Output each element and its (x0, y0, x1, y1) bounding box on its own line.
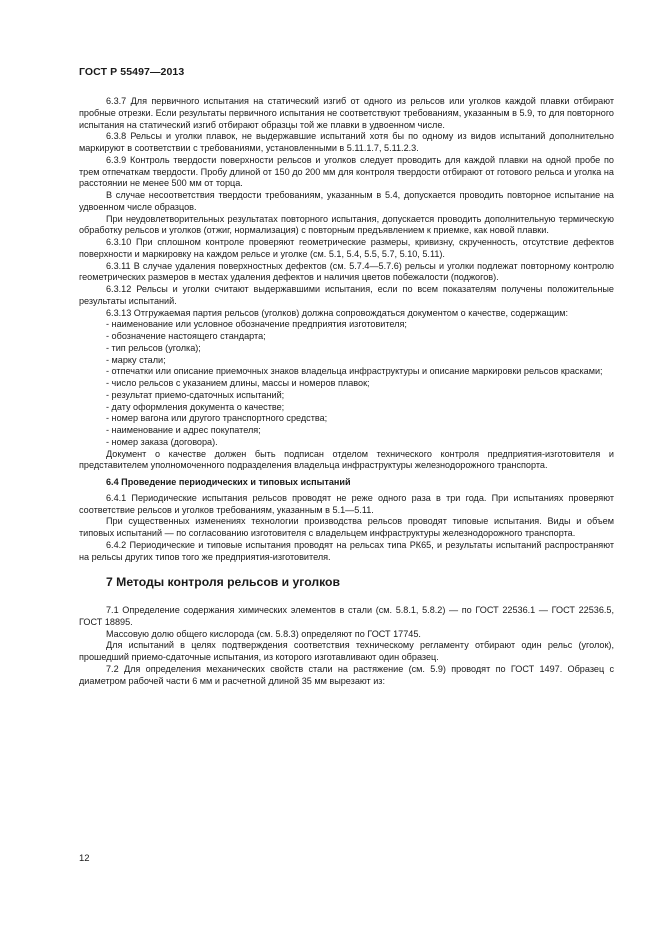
paragraph: 6.4.1 Периодические испытания рельсов проводят не реже одного раза в три года. При испытаниях проверяют соответствие рельсов и уголков требованиям, указанным в 5.1—5.11. (79, 492, 614, 515)
page-number: 12 (79, 853, 90, 864)
list-item: - наименование и адрес покупателя; (106, 425, 261, 435)
paragraph: Для испытаний в целях подтверждения соответствия техническому регламенту отбирают один рельс (уголок), прошедший приемо-сдаточные испытания, из которого изготавливают один образец. (79, 640, 614, 662)
list-item: - результат приемо-сдаточных испытаний; (106, 389, 285, 400)
paragraph: В случае несоответствия твердости требованиям, указанным в 5.4, допускается проводить повторное испытание на удвоенном числе образцов. (79, 190, 614, 212)
paragraph: 6.3.10 При сплошном контроле проверяют геометрические размеры, кривизну, скрученность, отсутствие дефектов поверхности и маркировку на каждом рельсе и уголке (см. 5.1, 5.4, 5.5, 5.7, 5.10, 5.11). (79, 237, 614, 259)
paragraph: Документ о качестве должен быть подписан отделом технического контроля предприятия-изготовителя и представителем уполномоченного подразделения владельца инфраструктуры железнодорожного транспорта. (79, 448, 614, 471)
list-item: - тип рельсов (уголка); (106, 342, 201, 353)
list-item: - номер заказа (договора). (106, 436, 218, 447)
paragraph: 6.4.2 Периодические и типовые испытания проводят на рельсах типа РК65, и результаты испытаний распространяют на рельсы других типов того же предприятия-изготовителя. (79, 539, 614, 562)
list-item: - номер вагона или другого транспортного средства; (106, 413, 328, 424)
paragraph: 6.3.12 Рельсы и уголки считают выдержавшими испытания, если по всем показателям получены положительные результаты испытаний. (79, 284, 614, 306)
list-item: - марку стали; (106, 354, 166, 365)
page-content (79, 96, 614, 687)
paragraph: 6.3.13 Отгружаемая партия рельсов (уголков) должна сопровождаться документом о качестве, содержащим: (106, 307, 568, 318)
paragraph: 7.2 Для определения механических свойств стали на растяжение (см. 5.9) проводят по ГОСТ 1497. Образец с диаметром рабочей части 6 мм и расчетной длиной 35 мм вырезают из: (79, 663, 614, 686)
list-item: - число рельсов с указанием длины, массы и номеров плавок; (106, 378, 370, 388)
paragraph: 6.3.9 Контроль твердости поверхности рельсов и уголков следует проводить для каждой плавки на одной пробе по трем отпечаткам твердости. Пробу длиной от 150 до 200 мм для контроля твердости отбирают от готового рельса и уголка на расстоянии не менее 500 мм от торца. (79, 154, 614, 189)
paragraph: При неудовлетворительных результатах повторного испытания, допускается проводить дополнительную термическую обработку рельсов и уголков (отжиг, нормализация) с повторным предъявлением к приемке, как новой плавки. (79, 213, 614, 236)
list-item: - отпечатки или описание приемочных знаков владельца инфраструктуры и описание маркировки рельсов красками; (106, 366, 603, 377)
section-heading-7: 7 Методы контроля рельсов и уголков (106, 575, 340, 590)
paragraph: 6.3.11 В случае удаления поверхностных дефектов (см. 5.7.4—5.7.6) рельсы и уголки подлежат повторному контролю геометрических размеров в местах удаления дефектов и наличия цветов побежалости (поджогов). (79, 260, 614, 283)
paragraph: При существенных изменениях технологии производства рельсов проводят типовые испытания. Виды и объем типовых испытаний — по согласованию изготовителя с владельцем инфраструктуры железнодорожного транспорта. (79, 516, 614, 538)
list-item: - наименование или условное обозначение предприятия изготовителя; (106, 319, 407, 330)
document-header: ГОСТ Р 55497—2013 (79, 66, 185, 78)
paragraph: 6.3.8 Рельсы и уголки плавок, не выдержавшие испытаний хотя бы по одному из видов испытаний дополнительно маркируют в соответствии с требованиями, установленными в 5.11.1.7, 5.11.2.3. (79, 131, 614, 153)
list-item: - дату оформления документа о качестве; (106, 401, 285, 412)
section-heading-6-4: 6.4 Проведение периодических и типовых испытаний (106, 477, 351, 487)
list-item: - обозначение настоящего стандарта; (106, 331, 266, 341)
paragraph: 7.1 Определение содержания химических элементов в стали (см. 5.8.1, 5.8.2) — по ГОСТ 22536.1 — ГОСТ 22536.5, ГОСТ 18895. (79, 605, 614, 627)
paragraph: 6.3.7 Для первичного испытания на статический изгиб от одного из рельсов или уголков каждой плавки отбирают пробные отрезки. Если результаты первичного испытания не соответствуют требованиям, указанным в 5.9, то для повторного испытания на статический изгиб отбирают образцы той же плавки в удвоенном числе. (79, 96, 614, 130)
paragraph: Массовую долю общего кислорода (см. 5.8.3) определяют по ГОСТ 17745. (106, 628, 421, 639)
